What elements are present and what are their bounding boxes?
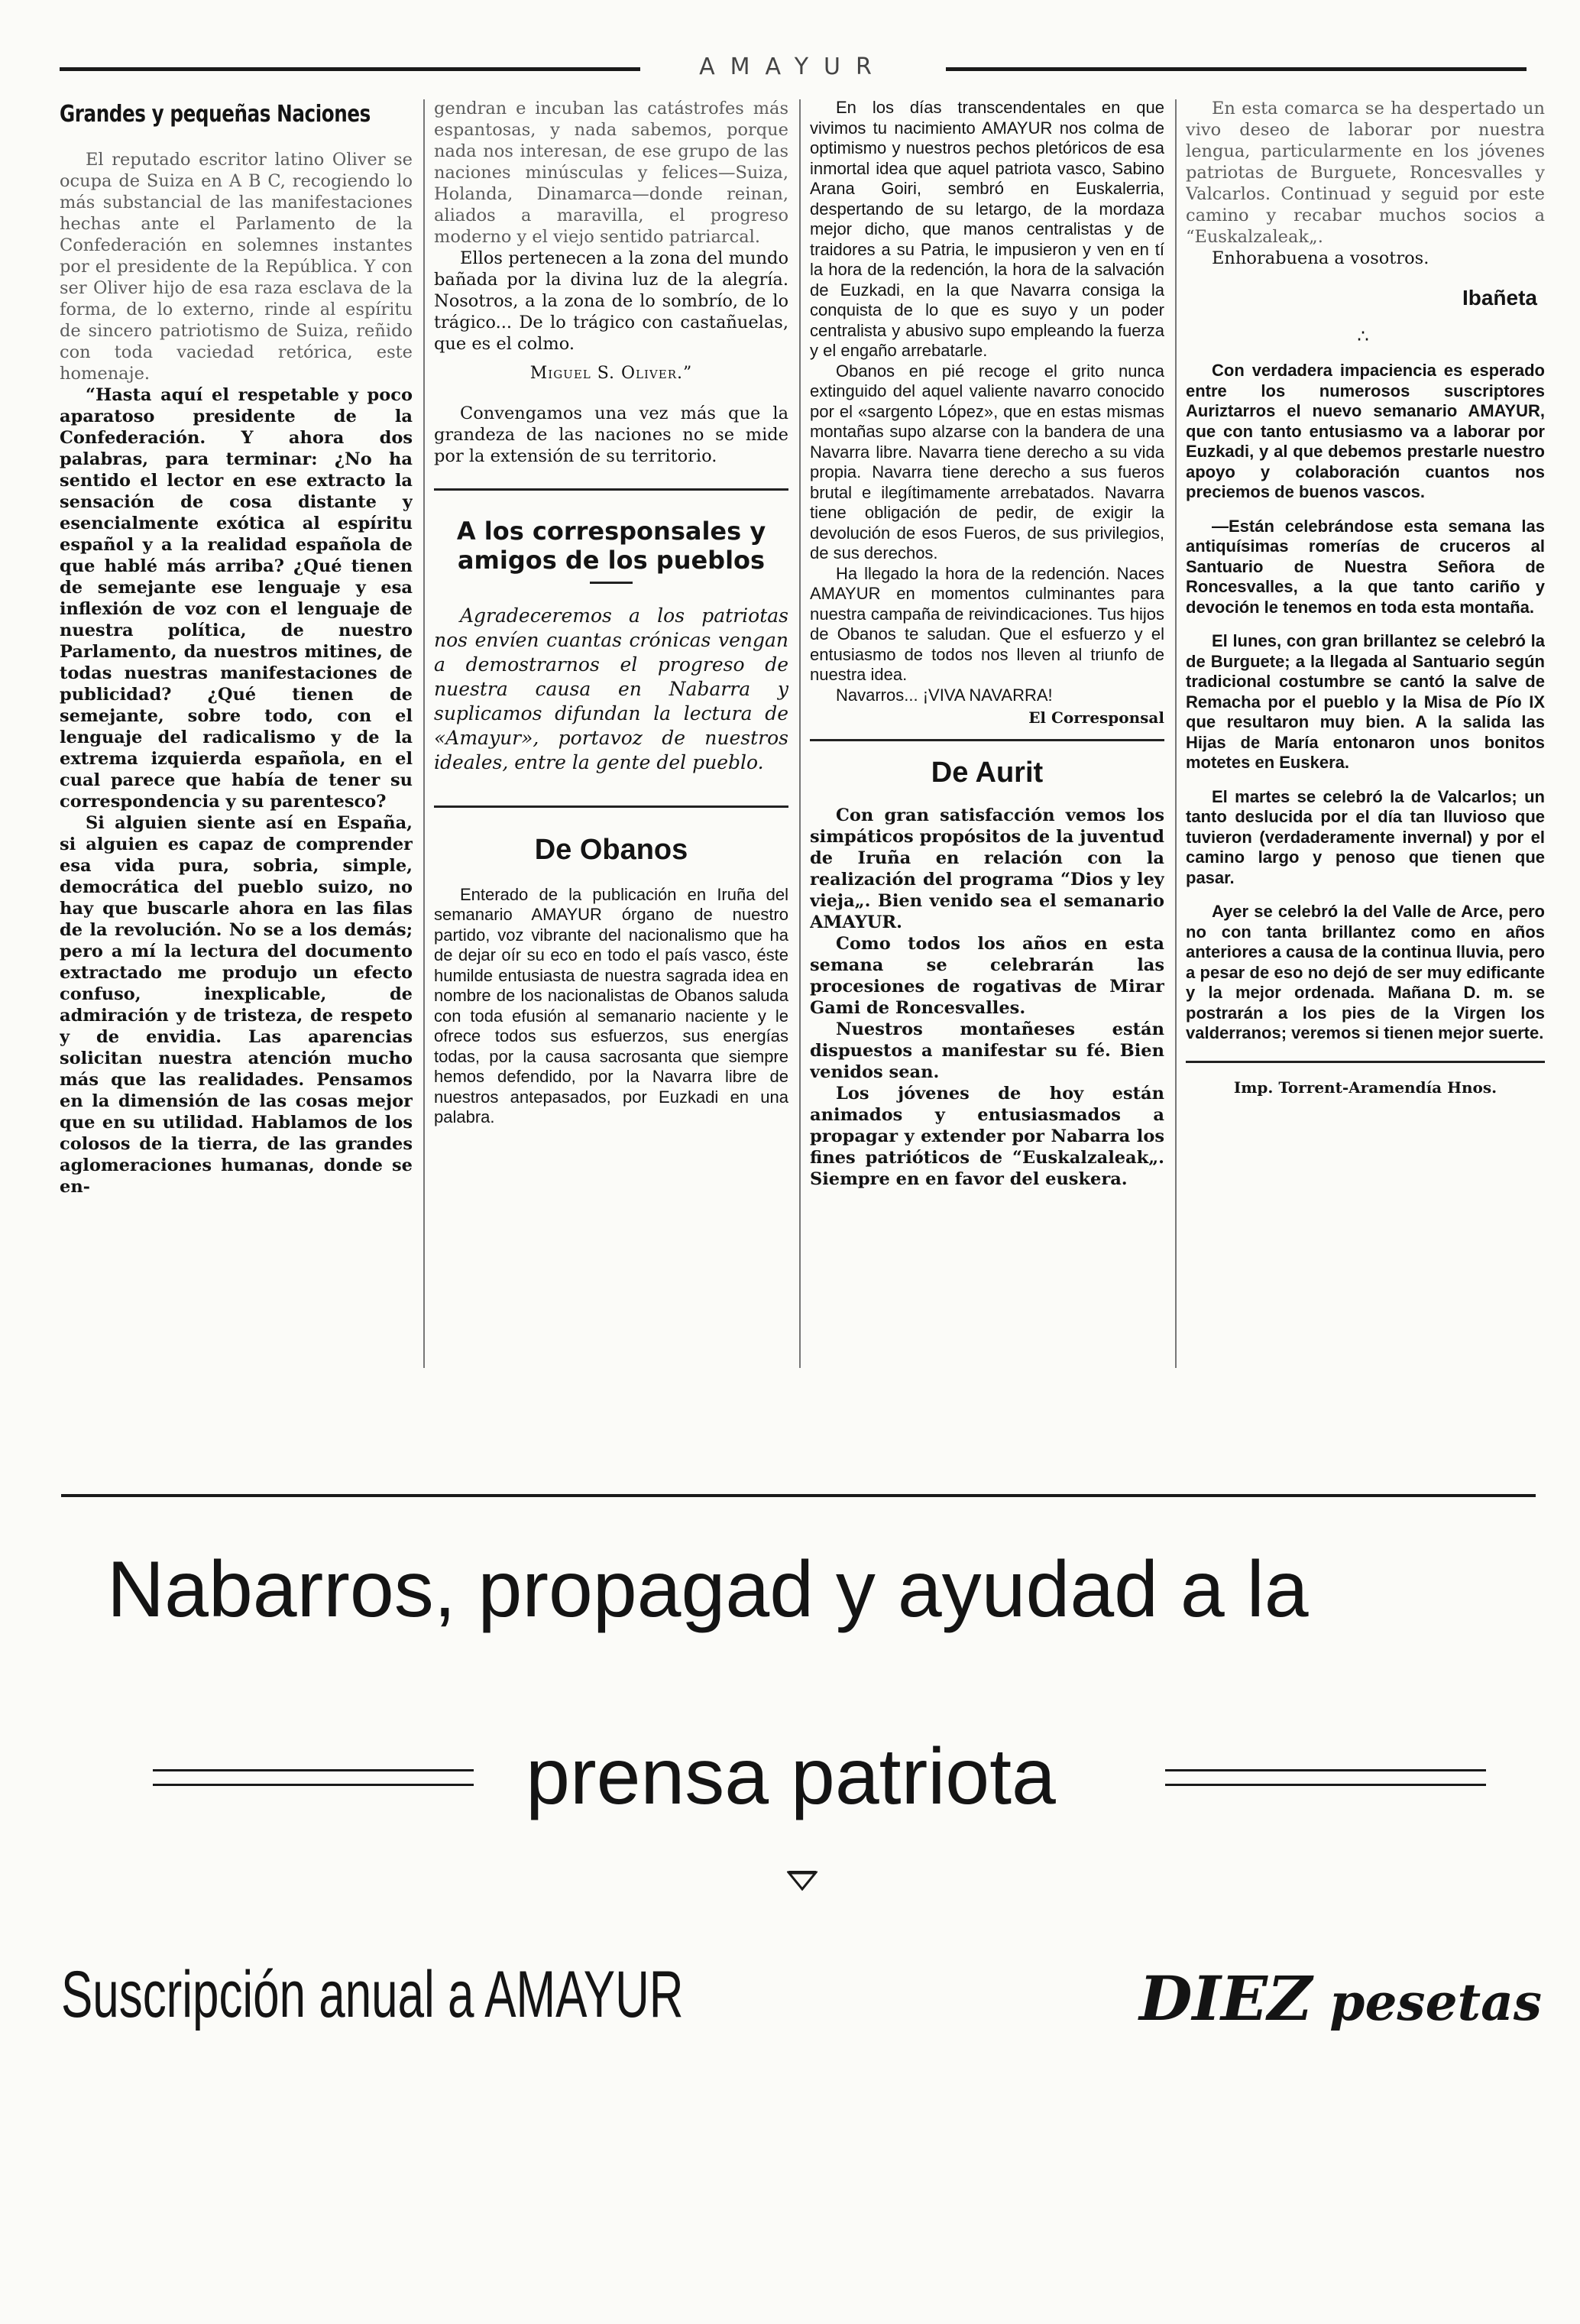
article-paragraph: Ellos pertenecen a la zona del mundo bañada por la divina luz de la alegría. Nosotros, a la zona de lo sombrío, de lo trágico... De lo trágico con castañuelas, que es el colmo. [434, 248, 788, 354]
article-paragraph: El martes se celebró la de Valcarlos; un tanto deslucida por el día tan lluvioso que tuvieron (verdaderamente invernal) y por el camino largo y penoso que tienen que pasar. [1186, 786, 1545, 887]
banner-slogan-line1: Nabarros, propagad y ayudad a la [107, 1545, 1309, 1634]
banner-rule [61, 1494, 1536, 1497]
headline-rule [590, 582, 633, 584]
article-paragraph: En los días transcendentales en que vivimos tu nacimiento AMAYUR nos colma de optimismo y nuestros pechos pletóricos de esa inmortal idea que aquel patriota vasco, Sabino Arana Goiri, sembró en Euskalerria, despertando de su letargo, de la mordaza mejor dicho, que manos centralistas y de traidores a su Patria, le impusieron y ven en tí la hora de la redención, la hora de la salvación de Euzkadi, en la que Navarra consiga la conquista de lo que es suyo y un poder centralista y abusivo supo empleando la fuerza y el engaño arrebatarle. [810, 98, 1164, 360]
subscription-price [1139, 1960, 1542, 2040]
masthead-title: AMAYUR [699, 53, 887, 80]
column-divider [423, 99, 425, 1368]
column-divider [1175, 99, 1177, 1368]
article-headline: De Aurit [931, 757, 1044, 789]
down-triangle-icon [787, 1871, 818, 1891]
banner-slogan-line2: prensa patriota [526, 1732, 1056, 1821]
masthead [60, 53, 1527, 84]
article-paragraph: El reputado escritor latino Oliver se ocupa de Suiza en A B C, recogiendo lo más substancial de las manifestaciones hechas ante el Parlamento de la Confederación en solemnes instantes por el presidente de la República. Y con ser Oliver hijo de esa raza esclava de la forma, de lo externo, rinde al espíritu de sincero patriotismo de Suiza, reñido con toda vaciedad retórica, este homenaje. [60, 150, 413, 384]
masthead-rule-right [946, 67, 1527, 71]
price-word: DIEZ [1139, 1963, 1313, 2034]
asterism-icon: ∴ [1357, 326, 1374, 347]
article-headline: De Obanos [534, 833, 688, 866]
article-paragraph: Como todos los años en esta semana se celebrarán las procesiones de rogativas de Mirar Gami de Roncesvalles. [810, 934, 1164, 1018]
article-paragraph: Ha llegado la hora de la redención. Naces AMAYUR en momentos culminantes para nuestra campaña de reivindicaciones. Tus hijos de Obanos te saludan. Que el esfuerzo y el entusiasmo de todos nos lleven al triunfo de nuestra idea. [810, 563, 1164, 684]
article-signature: Ibañeta [1462, 286, 1537, 310]
article-paragraph: Agradeceremos a los patriotas nos envíen cuantas crónicas vengan a demostrarnos el progreso de nuestra causa en Nabarra y suplicamos difundan la lectura de «Amayur», portavoz de nuestros ideales, entre la gente del pueblo. [434, 604, 788, 773]
column-1 [60, 98, 413, 1389]
article-paragraph: Enterado de la publicación en Iruña del semanario AMAYUR órgano de nuestro partido, voz vibrante del nacionalismo que ha de dejar oír su eco en todo el país vasco, éste humilde entusiasta de nuestra sagrada idea en nombre de los nacionalistas de Obanos saluda con toda efusión al semanario naciente y le ofrece todos sus esfuerzos, sus energías todas, por la causa sacrosanta que siempre hemos defendido, por la Navarra libre de nuestros antepasados, por Euzkadi en una palabra. [434, 884, 788, 1127]
article-headline: A los corresponsales y amigos de los pueblos [456, 517, 766, 575]
article-paragraph: Nuestros montañeses están dispuestos a manifestar su fé. Bien venidos sean. [810, 1019, 1164, 1082]
section-rule [434, 488, 788, 491]
column-4 [1186, 98, 1545, 1389]
column-3 [810, 98, 1164, 1389]
article-headline: Grandes y pequeñas Naciones [60, 101, 371, 128]
article-paragraph: Ayer se celebró la del Valle de Arce, pero no con tanta brillantez como en años anteriores a causa de la continua lluvia, pero a pesar de eso no dejó de ser muy edificante y la mejor ordenada. Mañana D. m. se postrarán a los pies de la Virgen los valderranos; veremos si tienen mejor suerte. [1186, 902, 1545, 1042]
column-divider [799, 99, 801, 1368]
banner-side-rule-left [153, 1769, 474, 1786]
masthead-rule-left [60, 67, 640, 71]
article-paragraph: Enhorabuena a vosotros. [1212, 248, 1429, 268]
article-signature: El Corresponsal [1028, 708, 1164, 727]
article-paragraph: Los jóvenes de hoy están animados y entusiasmados a propagar y extender por Nabarra los fines patrióticos de “Euskalzaleak„. Siempre en en favor del euskera. [810, 1084, 1164, 1189]
section-rule [810, 739, 1164, 741]
article-paragraph: Navarros... ¡VIVA NAVARRA! [836, 685, 1053, 705]
article-paragraph: Con gran satisfacción vemos los simpáticos propósitos de la juventud de Iruña en relación con la realización del programa “Dios y ley vieja„. Bien venido sea el semanario AMAYUR. [810, 805, 1164, 932]
article-paragraph: gendran e incuban las catástrofes más espantosas, y nada sabemos, porque nada nos interesan, de ese grupo de las naciones minúsculas y felices—Suiza, Holanda, Dinamarca—donde reinan, aliados a maravilla, el progreso moderno y el viejo sentido patriarcal. [434, 99, 788, 247]
article-paragraph: “Hasta aquí el respetable y poco aparatoso presidente de la Confederación. Y ahora dos palabras, para terminar: ¿No ha sentido el lector en ese extracto la sensación de cosa distante y esencialmente exótica al espíritu español y a la realidad española de que hablé más arriba? ¿Qué tienen de semejante ese lenguaje y esa inflexión de voz con el lenguaje de nuestra política, de nuestro Parlamento, da nuestros mitines, de todas nuestras manifestaciones de publicidad? ¿Qué tienen de semejante, sobre todo, con el lenguaje del radicalismo y de la extrema izquierda española, en el cual parece que había de tener su correspondencia y su parentesco? [60, 385, 413, 812]
imprint: Imp. Torrent-Aramendía Hnos. [1233, 1078, 1497, 1097]
price-unit: pesetas [1329, 1972, 1542, 2032]
article-paragraph: Convengamos una vez más que la grandeza de las naciones no se mide por la extensión de su territorio. [434, 404, 788, 466]
article-paragraph: Si alguien siente así en España, si alguien es capaz de comprender esa vida pura, sobria, simple, democrática del pueblo suizo, no hay que buscarle ahora en las filas de la revolución. No se a los demás; pero a mí la lectura del documento extractado me produjo un efecto confuso, inexplicable, de admiración y de tristeza, de respeto y de envidia. Las aparencias solicitan nuestra atención mucho más que las realidades. Pensamos en la dimensión de las cosas mejor que en su utilidad. Hablamos de los colosos de la tierra, de las grandes aglomeraciones humanas, donde se en- [60, 813, 413, 1197]
article-paragraph: Con verdadera impaciencia es esperado entre los numerosos suscriptores Auriztarros el nuevo semanario AMAYUR, que con tanto entusiasmo va a laborar por Euzkadi, y al que debemos prestarle nuestro apoyo y colaboración cuantos nos preciemos de buenos vascos. [1186, 361, 1545, 501]
article-signature: Miguel S. Oliver.” [529, 364, 693, 383]
column-2 [434, 98, 788, 1389]
article-paragraph: —Están celebrándose esta semana las antiquísimas romerías de cruceros al Santuario de Nuestra Señora de Roncesvalles, a la que tanto cariño y devoción le tenemos en toda esta montaña. [1186, 516, 1545, 617]
section-rule [434, 805, 788, 808]
article-paragraph: En esta comarca se ha despertado un vivo deseo de laborar por nuestra lengua, particularmente en los jóvenes patriotas de Burguete, Roncesvalles y Valcarlos. Continuad y seguid por este camino y recabar muchos socios a “Euskalzaleak„. [1186, 99, 1545, 247]
subscription-label: Suscripción anual a AMAYUR [61, 1958, 684, 2031]
banner-side-rule-right [1165, 1769, 1486, 1786]
article-paragraph: El lunes, con gran brillantez se celebró la de Burguete; a la llegada al Santuario según tradicional costumbre se cantó la salve de Remacha por el pueblo y la Misa de Pío IX que resultaron muy bien. A la salida las Hijas de María entonaron unos bonitos motetes en Euskera. [1186, 631, 1545, 772]
article-paragraph: Obanos en pié recoge el grito nunca extinguido del aquel valiente navarro conocido por el «sargento López», que en estas mismas montañas supo alzarse con la bandera de una Navarra libre. Navarra tiene derecho a su vida propia. Navarra tiene derecho a sus fueros brutal e ilegítimamente arrebatados. Navarra tiene obligación de pedir, de exigir la devolución de esos Fueros, de sus privilegios, de sus derechos. [810, 361, 1164, 562]
section-rule [1186, 1061, 1545, 1063]
